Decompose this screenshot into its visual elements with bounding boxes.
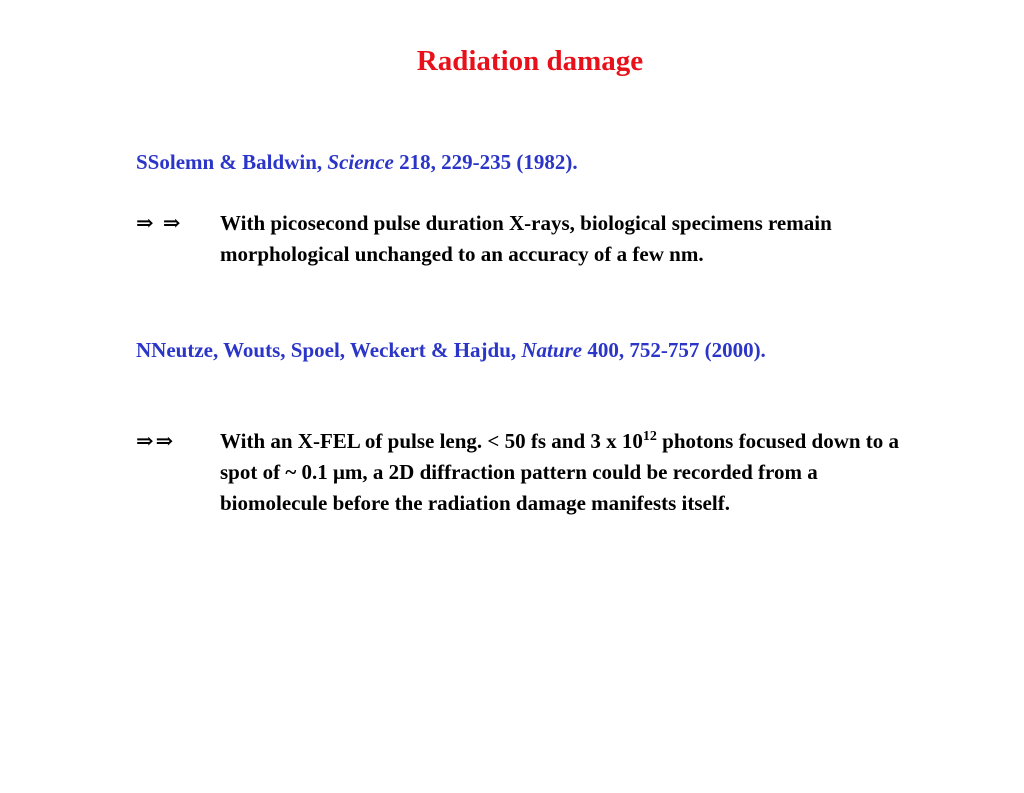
reference-journal: Nature bbox=[521, 338, 583, 362]
reference-journal: Science bbox=[327, 150, 394, 174]
point-text bbox=[220, 426, 920, 519]
reference-details: 218, 229-235 (1982). bbox=[393, 150, 578, 174]
point-2 bbox=[136, 426, 936, 519]
implies-arrows-icon: ⇒ ⇒ bbox=[136, 211, 183, 235]
point-text-end: photons focused down to a spot of ~ 0.1 μm, a 2D diffraction pattern could be recorded from a biomolecule before the radiation damage manifests itself. bbox=[220, 429, 900, 515]
reference-2 bbox=[136, 335, 856, 366]
point-1 bbox=[136, 208, 936, 270]
reference-1 bbox=[136, 147, 578, 178]
reference-authors: SSolemn & Baldwin, bbox=[136, 150, 328, 174]
point-text: With picosecond pulse duration X-rays, biological specimens remain morphological unchanged to an accuracy of a few nm. bbox=[220, 211, 832, 266]
exponent: 12 bbox=[642, 429, 657, 444]
page-title: Radiation damage bbox=[416, 45, 644, 77]
reference-details: 400, 752-757 (2000). bbox=[582, 338, 766, 362]
reference-authors: NNeutze, Wouts, Spoel, Weckert & Hajdu, bbox=[136, 338, 522, 362]
implies-arrows-icon: ⇒⇒ bbox=[136, 429, 176, 453]
point-text-start: With an X-FEL of pulse leng. < 50 fs and 3 x 10 bbox=[220, 429, 643, 453]
